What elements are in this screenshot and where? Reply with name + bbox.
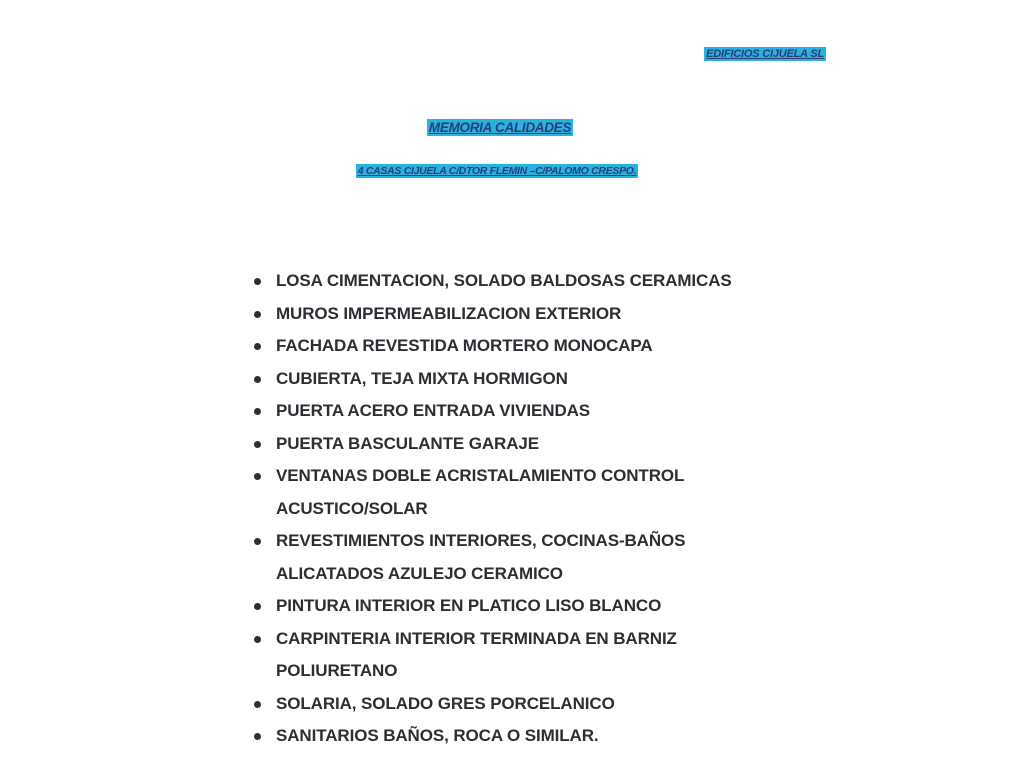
list-item (254, 330, 814, 363)
bullet-icon (254, 603, 261, 610)
bullet-icon (254, 473, 261, 480)
list-item-text: MUROS IMPERMEABILIZACION EXTERIOR (276, 303, 622, 323)
document-subtitle-wrap (0, 161, 1024, 179)
bullet-icon (254, 701, 261, 708)
list-item-text: PUERTA BASCULANTE GARAJE (276, 433, 540, 453)
bullet-icon (254, 538, 261, 545)
quality-list (254, 265, 814, 753)
list-item-text: CARPINTERIA INTERIOR TERMINADA EN BARNIZ (276, 628, 677, 648)
list-item-text: ACUSTICO/SOLAR (276, 498, 428, 518)
list-item (254, 623, 814, 688)
document-subtitle: 4 CASAS CIJUELA C/DTOR FLEMIN –C/PALOMO CRESPO. (357, 165, 637, 177)
list-item-text: VENTANAS DOBLE ACRISTALAMIENTO CONTROL (276, 466, 685, 485)
list-item (254, 428, 814, 461)
list-item-text: POLIURETANO (276, 661, 398, 680)
bullet-icon (254, 636, 261, 643)
list-item (254, 363, 814, 396)
list-item (254, 265, 814, 298)
list-item (254, 590, 814, 623)
list-item-text: LOSA CIMENTACION, SOLADO BALDOSAS CERAMICAS (276, 271, 732, 290)
document-title-wrap (0, 119, 1024, 137)
list-item (254, 298, 814, 331)
list-item-text: ALICATADOS AZULEJO CERAMICO (276, 563, 563, 583)
list-item (254, 525, 814, 590)
bullet-icon (254, 343, 261, 350)
list-item (254, 720, 814, 753)
list-item-text: FACHADA REVESTIDA MORTERO MONOCAPA (276, 336, 653, 355)
bullet-icon (254, 733, 261, 740)
list-item (254, 688, 814, 721)
list-item (254, 460, 814, 525)
list-item-text: CUBIERTA, TEJA MIXTA HORMIGON (276, 368, 568, 388)
list-item-text: PINTURA INTERIOR EN PLATICO LISO BLANCO (276, 596, 662, 615)
company-name: EDIFICIOS CIJUELA SL (706, 48, 824, 60)
bullet-icon (254, 376, 261, 383)
document-title: MEMORIA CALIDADES (428, 120, 572, 135)
bullet-icon (254, 441, 261, 448)
list-item-text: SOLARIA, SOLADO GRES PORCELANICO (276, 693, 615, 713)
list-item-text: SANITARIOS BAÑOS, ROCA O SIMILAR. (276, 726, 599, 745)
list-item (254, 395, 814, 428)
list-item-text: PUERTA ACERO ENTRADA VIVIENDAS (276, 401, 591, 420)
bullet-icon (254, 408, 261, 415)
bullet-icon (254, 278, 261, 285)
bullet-icon (254, 311, 261, 318)
list-item-text: REVESTIMIENTOS INTERIORES, COCINAS-BAÑOS (276, 531, 686, 550)
